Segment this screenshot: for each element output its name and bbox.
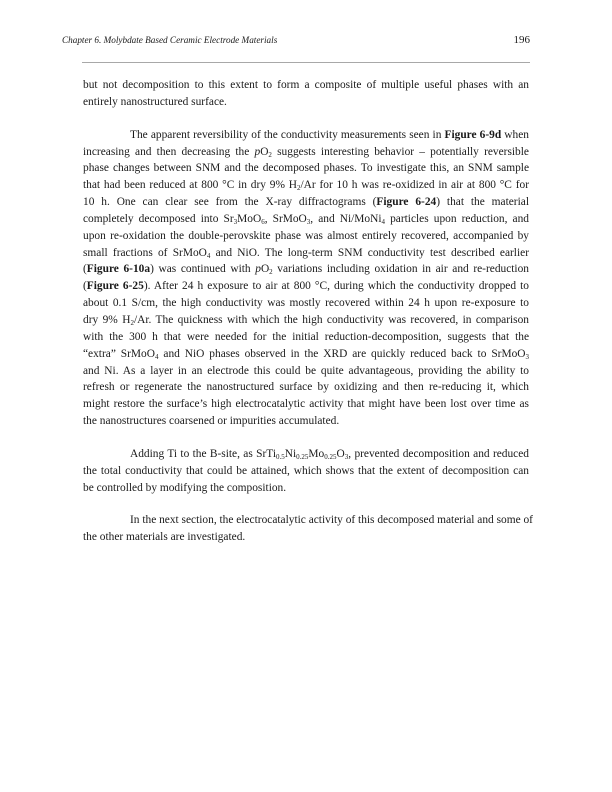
text-line <box>83 463 529 480</box>
text-run: ) was continued with <box>150 263 256 276</box>
text-run: upon re-oxidation the double-perovskite phase was almost entirely recovered, accompanied by <box>83 229 529 242</box>
paragraph <box>83 127 529 430</box>
text-run: Mo <box>308 447 325 460</box>
text-line <box>83 446 529 463</box>
text-line <box>83 228 529 245</box>
text-run: entirely nanostructured surface. <box>83 95 227 108</box>
text-line <box>83 329 529 346</box>
text-run: ) that the material <box>436 196 529 209</box>
text-run: Ni <box>284 447 297 460</box>
text-run: , prevented decomposition and reduced <box>348 447 529 460</box>
text-run: 10 h. One can clear see from the X-ray diffractograms ( <box>83 196 377 209</box>
subscript: 6 <box>261 217 265 226</box>
text-run: , SrMoO <box>264 212 307 225</box>
text-run: ). After 24 h exposure to air at 800 °C, during which the conductivity dropped to <box>143 280 529 293</box>
text-run: with the 300 h that were needed for the initial reduction-decomposition, suggests that the <box>83 330 529 343</box>
text-run: ( <box>83 263 87 276</box>
text-line <box>83 312 529 329</box>
header-divider <box>82 62 530 63</box>
text-run: In the next section, the electrocatalytic activity of this decomposed material and some of <box>130 514 533 527</box>
text-line <box>83 480 529 497</box>
text-line <box>83 127 529 144</box>
text-run: when <box>501 128 529 141</box>
text-line <box>83 94 529 111</box>
subscript: 3 <box>306 217 311 226</box>
text-run: particles upon reduction, and <box>385 212 529 225</box>
figure-reference: Figure 6-9d <box>444 128 502 141</box>
text-run: the total conductivity that could be attained, which shows that the extent of decomposition can <box>83 464 529 477</box>
text-run: increasing and then decreasing the <box>83 145 255 158</box>
text-run: variations including oxidation in air and re-reduction <box>272 263 529 276</box>
text-run: about 0.1 S/cm, the high conductivity was mostly recovered within 24 h upon re-exposure to <box>83 297 529 310</box>
paragraph <box>83 77 529 111</box>
text-line <box>83 346 529 363</box>
subscript: 0.5 <box>276 452 285 461</box>
italic-text: p <box>254 145 261 158</box>
text-line <box>83 177 529 194</box>
figure-reference: Figure 6-10a <box>86 263 151 276</box>
text-run: completely decomposed into Sr <box>83 212 234 225</box>
text-line <box>83 245 529 262</box>
text-run: but not decomposition to this extent to form a composite of multiple useful phases with an <box>83 79 529 91</box>
text-run: The apparent reversibility of the conductivity measurements seen in <box>130 128 445 141</box>
text-line <box>83 144 529 161</box>
text-run: /Ar for 10 h was re-oxidized in air at 800 °C for <box>300 179 529 192</box>
text-run: that had been reduced at 800 °C in dry 9% H <box>83 179 297 192</box>
text-run: might restore the surface’s high electrocatalytic activity that might have been lost over time as <box>83 398 529 411</box>
subscript: 2 <box>268 150 272 159</box>
paragraph <box>83 446 529 497</box>
italic-text: p <box>255 263 261 276</box>
subscript: 3 <box>525 352 529 361</box>
figure-reference: Figure 6-24 <box>376 196 437 209</box>
text-run: be controlled by modifying the composition. <box>83 481 287 494</box>
text-line <box>83 379 529 396</box>
subscript: 2 <box>269 268 273 277</box>
figure-reference: Figure 6-25 <box>86 280 144 293</box>
subscript: 4 <box>381 217 386 226</box>
text-line <box>83 194 529 211</box>
paragraph <box>83 512 533 546</box>
text-run: ( <box>83 280 87 293</box>
text-line <box>83 261 529 278</box>
text-run: /Ar. The quickness with which the high conductivity was recovered, in comparison <box>133 313 530 326</box>
subscript: 3 <box>233 217 238 226</box>
text-run: Adding Ti to the B-site, as SrTi <box>130 447 277 460</box>
text-run: suggests interesting behavior – potentially reversible <box>271 145 529 158</box>
text-line <box>83 160 529 177</box>
text-line <box>83 529 529 546</box>
text-line <box>83 211 529 228</box>
text-line <box>83 278 529 295</box>
running-header: Chapter 6. Molybdate Based Ceramic Electrode Materials <box>62 35 278 45</box>
text-run: O <box>260 145 269 158</box>
text-run: MoO <box>237 212 262 225</box>
subscript: 0.25 <box>296 452 309 461</box>
text-run: refresh or regenerate the nanostructured surface by oxidizing and then re-reducing it, which <box>83 381 529 394</box>
text-run: the nanostructures coarsened or impurities accumulated. <box>83 415 340 428</box>
text-run: small fractions of SrMoO <box>83 246 207 259</box>
subscript: 0.25 <box>324 452 337 461</box>
text-line <box>83 396 529 413</box>
text-line <box>83 363 529 380</box>
subscript: 4 <box>206 251 211 260</box>
subscript: 3 <box>344 452 349 461</box>
text-run: and NiO. The long-term SNM conductivity test described earlier <box>210 246 529 259</box>
text-run: phase changes between SNM and the decomposed phases. To investigate this, an SNM sample <box>83 162 529 175</box>
text-run: dry 9% H <box>83 313 131 326</box>
text-run: O <box>260 263 270 276</box>
body-text <box>83 77 533 562</box>
text-run: and Ni. As a layer in an electrode this could be quite advantageous, providing the ability to <box>83 364 529 377</box>
text-line <box>83 77 529 94</box>
page-number: 196 <box>513 34 530 46</box>
text-run: “extra” SrMoO <box>83 347 155 360</box>
text-run: and NiO phases observed in the XRD are quickly reduced back to SrMoO <box>158 347 526 360</box>
text-line <box>83 512 533 529</box>
subscript: 4 <box>154 352 159 361</box>
text-run: , and Ni/MoNi <box>310 212 382 225</box>
text-line <box>83 295 529 312</box>
subscript: 2 <box>130 318 134 327</box>
subscript: 2 <box>296 184 301 193</box>
text-run: O <box>336 447 345 460</box>
text-run: the other materials are investigated. <box>83 531 246 544</box>
text-line <box>83 413 529 430</box>
